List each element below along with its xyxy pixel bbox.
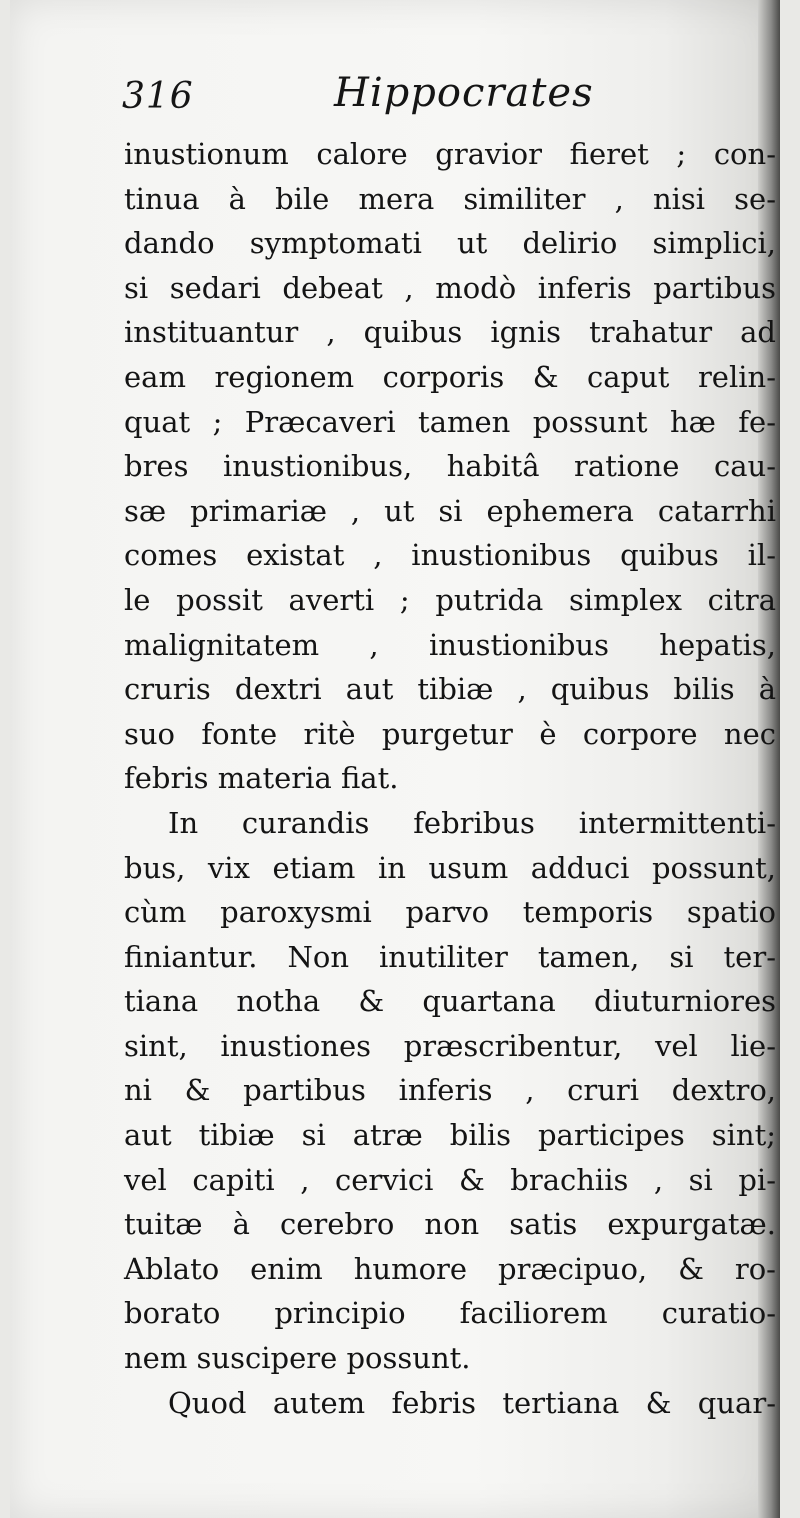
text-line: febris materia fiat.	[124, 761, 399, 796]
page-number: 316	[122, 76, 194, 117]
text-line: aut tibiæ si atræ bilis participes sint;	[124, 1118, 776, 1153]
text-line: tuitæ à cerebro non satis expurgatæ.	[124, 1207, 776, 1242]
body-text	[124, 132, 776, 1425]
book-page	[10, 0, 780, 1518]
text-line: sint, inustiones præscribentur, vel lie-	[124, 1028, 776, 1063]
running-head: Hippocrates	[334, 70, 594, 116]
text-line: vel capiti , cervici & brachiis , si pi-	[124, 1162, 776, 1197]
text-line: comes existat , inustionibus quibus il-	[124, 538, 776, 573]
text-line: cruris dextri aut tibiæ , quibus bilis à	[124, 672, 776, 707]
text-line: cùm paroxysmi parvo temporis spatio	[124, 895, 776, 930]
text-line: le possit averti ; putrida simplex citra	[124, 582, 776, 617]
text-line: nem suscipere possunt.	[124, 1341, 471, 1376]
text-line: quat ; Præcaveri tamen possunt hæ fe-	[124, 404, 776, 439]
page-header	[122, 70, 722, 134]
text-line: eam regionem corporis & caput relin-	[124, 359, 776, 394]
text-line: malignitatem , inustionibus hepatis,	[124, 627, 776, 662]
text-line: inustionum calore gravior fieret ; con-	[124, 137, 776, 171]
text-line: ni & partibus inferis , cruri dextro,	[124, 1073, 776, 1108]
text-line: Ablato enim humore præcipuo, & ro-	[124, 1251, 776, 1286]
text-line: bus, vix etiam in usum adduci possunt,	[124, 850, 776, 885]
text-line: si sedari debeat , modò inferis partibus	[124, 270, 776, 305]
text-line: tinua à bile mera similiter , nisi se-	[124, 181, 776, 216]
text-line: bres inustionibus, habitâ ratione cau-	[124, 449, 776, 484]
text-line: tiana notha & quartana diuturniores	[124, 984, 776, 1019]
text-line: suo fonte ritè purgetur è corpore nec	[124, 716, 776, 751]
text-line: In curandis febribus intermittenti-	[168, 805, 776, 840]
text-line: borato principio faciliorem curatio-	[124, 1296, 776, 1331]
text-line: sæ primariæ , ut si ephemera catarrhi	[124, 493, 776, 528]
text-line: finiantur. Non inutiliter tamen, si ter-	[124, 939, 776, 974]
text-line: dando symptomati ut delirio simplici,	[124, 226, 776, 261]
text-line: instituantur , quibus ignis trahatur ad	[124, 315, 776, 350]
text-line: Quod autem febris tertiana & quar-	[168, 1385, 776, 1420]
